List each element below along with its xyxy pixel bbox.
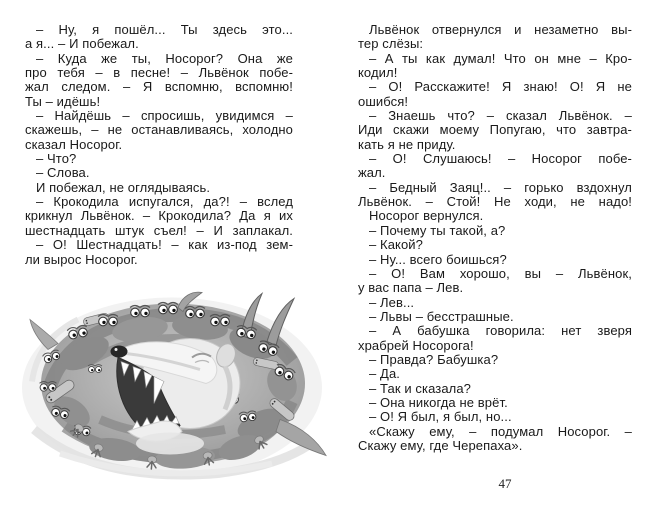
text-line: – О! Слушаюсь! – Носорог побе- bbox=[369, 151, 632, 167]
lion-nose bbox=[111, 346, 128, 358]
text-line: а я... – И побежал. bbox=[25, 36, 139, 52]
text-line: сказал Носорог. bbox=[25, 136, 123, 152]
text-line: – Слова. bbox=[36, 165, 90, 181]
text-line: – Знаешь что? – сказал Львёнок. – bbox=[369, 108, 632, 124]
text-line: ошибся! bbox=[358, 93, 409, 109]
text-line: кать я не приду. bbox=[358, 136, 456, 152]
text-line: – О! Шестнадцать! – как из-под зем- bbox=[36, 237, 293, 253]
text-line: – Да. bbox=[369, 366, 400, 382]
page-number: 47 bbox=[498, 476, 512, 491]
text-line: – Крокодила испугался, да?! – вслед bbox=[36, 194, 293, 210]
text-line: – О! Расскажите! Я знаю! О! Я не bbox=[369, 79, 632, 95]
text-line: – Львы – бесстрашные. bbox=[369, 308, 514, 324]
crocodiles-lion-illustration bbox=[20, 290, 330, 485]
left-text-column bbox=[25, 23, 293, 267]
text-line: шестнадцать штук съел! – И заплакал. bbox=[25, 222, 293, 238]
text-line: – Она никогда не врёт. bbox=[369, 394, 508, 410]
text-line: тер слёзы: bbox=[358, 36, 424, 52]
text-line: «Скажу ему, – подумал Носорог. – bbox=[369, 423, 632, 439]
text-line: – О! Вам хорошо, вы – Львёнок, bbox=[369, 265, 632, 281]
text-line: Ты – идёшь! bbox=[25, 93, 101, 109]
text-line: – Найдёшь – спросишь, увидимся – bbox=[36, 108, 293, 124]
text-line: – Ну... всего боишься? bbox=[369, 251, 507, 267]
text-line: Львёнок. – Стой! Не ходи, не надо! bbox=[358, 194, 632, 210]
text-line: у вас папа – Лев. bbox=[358, 280, 464, 296]
text-line: жал следом. – Я вспомню, вспомню! bbox=[25, 79, 293, 95]
text-line: храбрей Носорога! bbox=[358, 337, 474, 353]
text-line: Львёнок отвернулся и незаметно вы- bbox=[369, 22, 632, 37]
illustration-svg bbox=[20, 290, 330, 485]
text-line: – Бедный Заяц!.. – горько вздохнул bbox=[369, 179, 632, 195]
text-line: – Что? bbox=[36, 151, 77, 167]
text-line: кодил! bbox=[358, 65, 398, 81]
text-line: – Ну, я пошёл... Ты здесь это... bbox=[36, 22, 293, 37]
text-line: про тебя – в песне! – Львёнок побе- bbox=[25, 65, 293, 81]
text-line: И побежал, не оглядываясь. bbox=[36, 179, 211, 195]
text-line: – Правда? Бабушка? bbox=[369, 351, 499, 367]
text-line: ли вырос Носорог. bbox=[25, 251, 138, 267]
text-line: Носорог вернулся. bbox=[369, 208, 484, 224]
text-line: Скажу ему, где Черепаха». bbox=[358, 437, 523, 453]
text-line: – Так и сказала? bbox=[369, 380, 471, 396]
text-line: – Куда же ты, Носорог? Она же bbox=[36, 50, 293, 66]
text-line: – Какой? bbox=[369, 237, 423, 253]
text-line: – А ты как думал! Что он мне – Кро- bbox=[369, 50, 632, 66]
text-line: крикнул Львёнок. – Крокодила? Да я их bbox=[25, 208, 293, 224]
text-line: – А бабушка говорила: нет зверя bbox=[369, 323, 632, 339]
text-line: – Лев... bbox=[369, 294, 415, 310]
text-line: – О! Я был, я был, но... bbox=[369, 409, 512, 425]
text-line: – Почему ты такой, а? bbox=[369, 222, 506, 238]
text-line: Иди скажи моему Попугаю, что завтра- bbox=[358, 122, 632, 138]
right-text-column bbox=[358, 23, 632, 453]
text-line: жал. bbox=[358, 165, 386, 181]
text-line: скажешь, – не останавливаясь, холодно bbox=[25, 122, 293, 138]
